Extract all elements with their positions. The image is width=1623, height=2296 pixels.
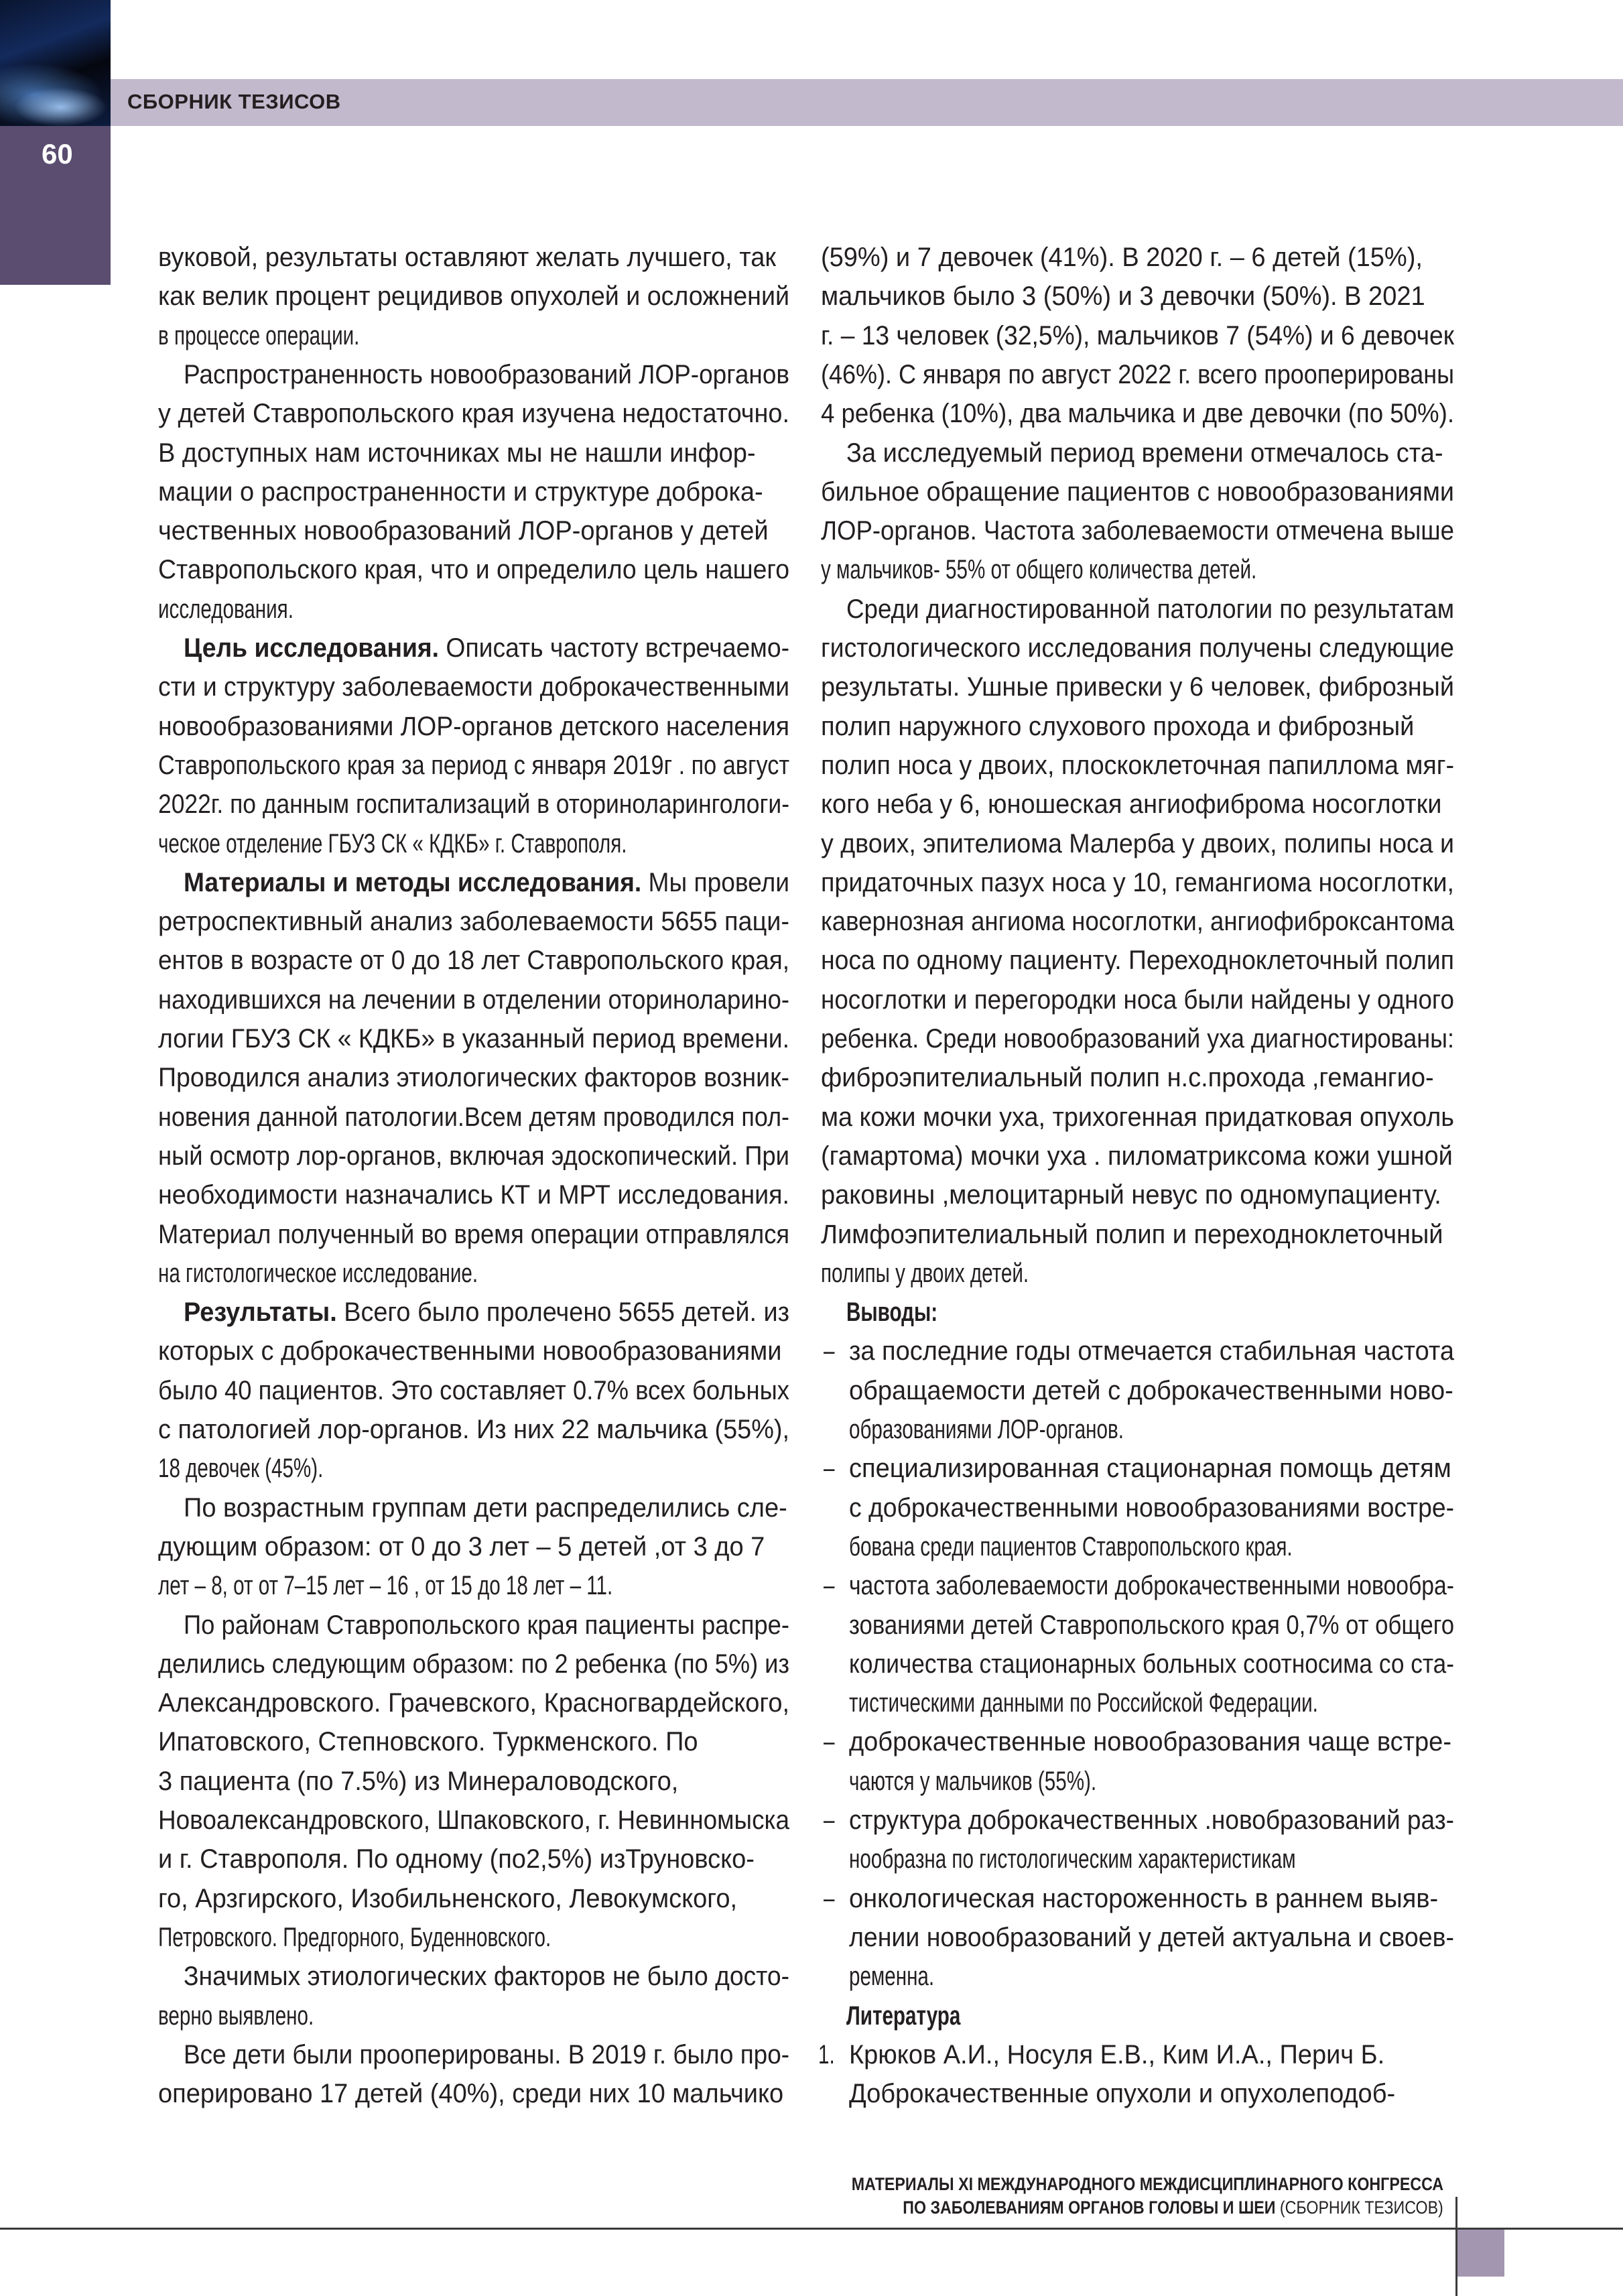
text-line: ентов в возрасте от 0 до 18 лет Ставропольского края, <box>158 946 789 976</box>
text-line: г. – 13 человек (32,5%), мальчиков 7 (54%) и 6 девочек <box>821 320 1454 350</box>
text-line: – за последние годы отмечается стабильная частота <box>849 1332 1487 1370</box>
text-line: (59%) и 7 девочек (41%). В 2020 г. – 6 детей (15%), <box>821 243 1423 272</box>
text-line: было 40 пациентов. Это составляет 0.7% всех больных <box>158 1375 789 1405</box>
text-line: раковины ,мелоцитарный невус по одномупациенту. <box>821 1180 1441 1210</box>
text-line: образованиями ЛОР-органов. <box>849 1415 1124 1444</box>
footer-rule <box>0 2228 1623 2230</box>
text-line: Материалы и методы исследования. Мы провели <box>184 867 789 897</box>
text-line: го, Арзгирского, Изобильненского, Левокумского, <box>158 1883 738 1913</box>
text-line: как велик процент рецидивов опухолей и осложнений <box>158 281 789 312</box>
text-line: (46%). С января по август 2022 г. всего прооперированы <box>821 359 1454 389</box>
text-line: Выводы: <box>846 1297 938 1328</box>
text-line: носоглотки и перегородки носа были найдены у одного <box>821 984 1454 1015</box>
footer-accent-block <box>1457 2230 1504 2277</box>
text-line: новообразованиями ЛОР-органов детского населения <box>158 711 789 741</box>
text-line: Лимфоэпителиальный полип и переходноклеточный <box>821 1219 1443 1249</box>
text-line: 3 пациента (по 7.5%) из Минераловодского, <box>158 1766 679 1796</box>
text-line: лет – 8, от от 7–15 лет – 16 , от 15 до 18 лет – 11. <box>158 1571 613 1601</box>
text-line: количества стационарных больных соотносима со ста- <box>849 1649 1454 1679</box>
text-line: В доступных нам источниках мы не нашли инфор- <box>158 438 756 468</box>
list-bullet: – <box>824 1571 835 1601</box>
text-line: придаточных пазух носа у 10, гемангиома носоглотки, <box>821 867 1454 897</box>
text-line: кавернозная ангиома носоглотки, ангиофиброксантома <box>821 907 1454 937</box>
text-line: необходимости назначались КТ и МРТ исследования. <box>158 1180 789 1210</box>
text-line: Доброкачественные опухоли и опухолеподоб- <box>849 2079 1396 2109</box>
text-line: ма кожи мочки уха, трихогенная придатковая опухоль <box>821 1102 1454 1132</box>
text-line: 18 девочек (45%). <box>158 1454 324 1484</box>
text-line: исследования. <box>158 594 294 624</box>
text-line: логии ГБУЗ СК « КДКБ» в указанный период времени. <box>158 1024 789 1054</box>
text-line: находившихся на лечении в отделении оториноларино- <box>158 984 789 1015</box>
footer-conference-subtitle <box>903 2197 1443 2218</box>
text-line: на гистологическое исследование. <box>158 1258 478 1288</box>
text-line: результаты. Ушные привески у 6 человек, фиброзный <box>821 672 1454 702</box>
footer-conference-title: МАТЕРИАЛЫ XI МЕЖДУНАРОДНОГО МЕЖДИСЦИПЛИНАРНОГО КОНГРЕССА <box>851 2174 1443 2194</box>
text-line: обращаемости детей с доброкачественными ново- <box>849 1375 1453 1405</box>
text-line: По районам Ставропольского края пациенты распре- <box>184 1610 789 1640</box>
text-line: новения данной патологии.Всем детям проводился пол- <box>158 1102 789 1132</box>
text-line: (гамартома) мочки уха . пиломатриксома кожи ушной <box>821 1141 1453 1171</box>
text-line: сти и структуру заболеваемости доброкачественными <box>158 672 789 702</box>
text-line: у двоих, эпителиома Малерба у двоих, полипы носа и <box>821 828 1454 858</box>
text-line: Материал полученный во время операции отправлялся <box>158 1219 789 1249</box>
text-line: полип наружного слухового прохода и фиброзный <box>821 711 1415 741</box>
list-bullet: – <box>824 1883 835 1913</box>
text-line: ременна. <box>849 1962 935 1992</box>
text-line: делились следующим образом: по 2 ребенка (по 5%) из <box>158 1649 789 1679</box>
text-line: нообразна по гистологическим характеристикам <box>849 1844 1296 1874</box>
footer-subtitle-bold: ПО ЗАБОЛЕВАНИЯМ ОРГАНОВ ГОЛОВЫ И ШЕИ <box>903 2197 1276 2218</box>
text-line: ребенка. Среди новообразований уха диагностированы: <box>821 1024 1454 1054</box>
text-line: – специализированная стационарная помощь детям <box>849 1449 1483 1488</box>
text-line: гистологического исследования получены следующие <box>821 633 1454 663</box>
text-line: дующим образом: от 0 до 3 лет – 5 детей ,от 3 до 7 <box>158 1531 765 1561</box>
text-line: бильное обращение пациентов с новообразованиями <box>821 476 1454 507</box>
text-line: – частота заболеваемости доброкачественными новообра- <box>849 1566 1567 1605</box>
text-line: По возрастным группам дети распределились сле- <box>184 1492 787 1523</box>
text-line: оперировано 17 детей (40%), среди них 10 мальчико <box>158 2079 784 2109</box>
text-line: Ставропольского края, что и определило цель нашего <box>158 555 789 585</box>
text-line: вуковой, результаты оставляют желать лучшего, так <box>158 243 776 272</box>
text-line: мации о распространенности и структуре доброка- <box>158 476 763 507</box>
header-decorative-image <box>0 0 111 126</box>
text-line: Цель исследования. Описать частоту встречаемо- <box>184 633 789 663</box>
text-line: у мальчиков- 55% от общего количества детей. <box>821 555 1257 585</box>
text-line: 1. Крюков А.И., Носуля Е.В., Ким И.А., Перич Б. <box>849 2035 1413 2074</box>
text-line: За исследуемый период времени отмечалось ста- <box>846 438 1443 468</box>
text-line: носа по одному пациенту. Переходноклеточный полип <box>821 946 1454 976</box>
text-line: с патологией лор-органов. Из них 22 мальчика (55%), <box>158 1415 789 1444</box>
text-line: Литература <box>846 2000 961 2031</box>
text-line: ческое отделение ГБУЗ СК « КДКБ» г. Ставрополя. <box>158 828 627 858</box>
footer-subtitle-light: (СБОРНИК ТЕЗИСОВ) <box>1275 2197 1443 2218</box>
text-line: зованиями детей Ставропольского края 0,7% от общего <box>849 1610 1454 1640</box>
text-line: Значимых этиологических факторов не было досто- <box>184 1962 789 1992</box>
text-line: которых с доброкачественными новообразованиями <box>158 1336 782 1366</box>
page-number: 60 <box>42 138 73 170</box>
list-bullet: – <box>824 1727 835 1757</box>
text-line: 4 ребенка (10%), два мальчика и две девочки (по 50%). <box>821 399 1454 429</box>
text-line: Ставропольского края за период с января 2019г . по август <box>158 750 789 780</box>
text-line: у детей Ставропольского края изучена недостаточно. <box>158 399 789 429</box>
text-line: тистическими данными по Российской Федерации. <box>849 1688 1318 1718</box>
text-line: – онкологическая настороженность в раннем выяв- <box>849 1879 1469 1918</box>
section-title: СБОРНИК ТЕЗИСОВ <box>127 90 341 113</box>
text-line: фиброэпителиальный полип н.с.прохода ,гемангио- <box>821 1063 1434 1093</box>
text-line: Среди диагностированной патологии по результатам <box>846 594 1454 624</box>
text-line: ЛОР-органов. Частота заболеваемости отмечена выше <box>821 516 1454 546</box>
text-line: Александровского. Грачевского, Красногвардейского, <box>158 1688 789 1718</box>
text-line: Петровского. Предгорного, Буденновского. <box>158 1922 551 1952</box>
text-line: Проводился анализ этиологических факторов возник- <box>158 1063 789 1093</box>
text-line: лении новообразований у детей актуальна и своев- <box>849 1922 1454 1952</box>
text-line: – доброкачественные новообразования чаще встре- <box>849 1722 1483 1761</box>
text-line: чаются у мальчиков (55%). <box>849 1766 1097 1796</box>
text-line: бована среди пациентов Ставропольского края. <box>849 1531 1293 1561</box>
text-line: Результаты. Всего было пролечено 5655 детей. из <box>184 1297 789 1328</box>
list-bullet: – <box>824 1805 835 1835</box>
text-line: чественных новообразований ЛОР-органов у детей <box>158 516 769 546</box>
text-line: полипы у двоих детей. <box>821 1258 1029 1288</box>
text-line: кого неба у 6, юношеская ангиофиброма носоглотки <box>821 789 1442 820</box>
text-line: ный осмотр лор-органов, включая эдоскопический. При <box>158 1141 789 1171</box>
text-line: Ипатовского, Степновского. Туркменского. По <box>158 1727 698 1757</box>
text-line: Распространенность новообразований ЛОР-органов <box>184 359 789 389</box>
text-line: Новоалександровского, Шпаковского, г. Невинномыска <box>158 1805 789 1835</box>
text-line: верно выявлено. <box>158 2000 314 2031</box>
text-line: – структура доброкачественных .новобразований раз- <box>849 1801 1502 1840</box>
list-number: 1. <box>818 2039 835 2069</box>
text-line: мальчиков было 3 (50%) и 3 девочки (50%). В 2021 <box>821 281 1425 312</box>
text-line: Все дети были прооперированы. В 2019 г. было про- <box>184 2039 789 2069</box>
text-line: ретроспективный анализ заболеваемости 5655 паци- <box>158 907 789 937</box>
text-line: 2022г. по данным госпитализаций в оториноларингологи- <box>158 789 789 820</box>
text-line: с доброкачественными новообразованиями востре- <box>849 1492 1454 1523</box>
text-line: и г. Ставрополя. По одному (по2,5%) изТруновско- <box>158 1844 755 1874</box>
text-line: полип носа у двоих, плоскоклеточная папиллома мяг- <box>821 750 1454 780</box>
list-bullet: – <box>824 1454 835 1484</box>
list-bullet: – <box>824 1336 835 1366</box>
text-line: в процессе операции. <box>158 320 360 350</box>
